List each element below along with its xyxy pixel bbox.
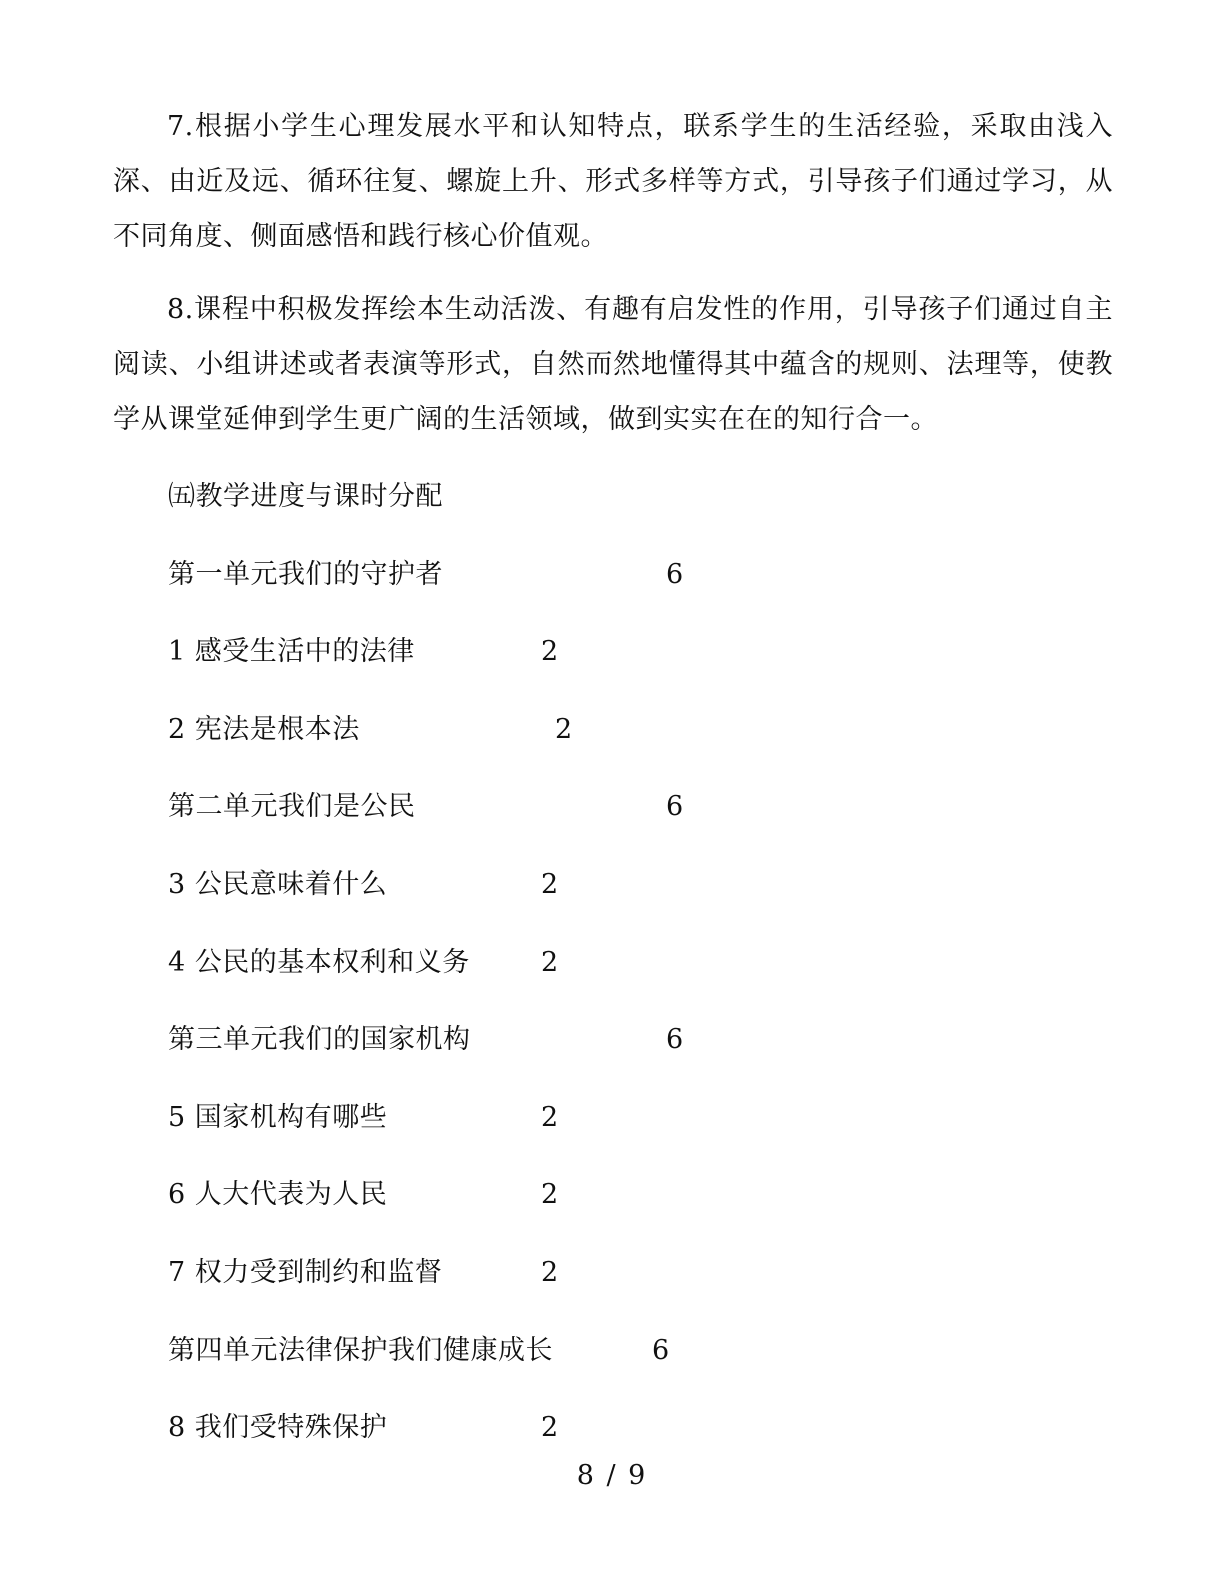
- section-heading: ㈤教学进度与课时分配: [168, 481, 443, 512]
- schedule-lesson-hours: 2: [555, 714, 573, 745]
- schedule-lesson-label: 7 权力受到制约和监督: [168, 1257, 443, 1288]
- schedule-unit-hours: 6: [666, 559, 684, 590]
- schedule-unit-hours: 6: [652, 1335, 670, 1366]
- schedule-lesson-label: 1 感受生活中的法律: [168, 636, 415, 667]
- schedule-lesson-label: 5 国家机构有哪些: [168, 1102, 388, 1133]
- schedule-unit-hours: 6: [666, 1024, 684, 1055]
- schedule-lesson-label: 3 公民意味着什么: [168, 869, 388, 900]
- schedule-lesson-label: 4 公民的基本权利和义务: [168, 947, 470, 978]
- schedule-lesson-hours: 2: [541, 1179, 559, 1210]
- schedule-lesson-hours: 2: [541, 1412, 559, 1443]
- schedule-unit-label: 第一单元我们的守护者: [168, 559, 443, 590]
- paragraph-7: 7.根据小学生心理发展水平和认知特点，联系学生的生活经验，采取由浅入深、由近及远、循环往复、螺旋上升、形式多样等方式，引导孩子们通过学习，从不同角度、侧面感悟和践行核心价值观。: [113, 111, 1113, 252]
- schedule-lesson-hours: 2: [541, 636, 559, 667]
- schedule-lesson-hours: 2: [541, 1257, 559, 1288]
- schedule-lesson-hours: 2: [541, 947, 559, 978]
- schedule-lesson-label: 8 我们受特殊保护: [168, 1412, 388, 1443]
- schedule-lesson-label: 2 宪法是根本法: [168, 714, 360, 745]
- page-number: 8 / 9: [576, 1460, 648, 1491]
- schedule-unit-label: 第四单元法律保护我们健康成长: [168, 1335, 553, 1366]
- paragraph-8: 8.课程中积极发挥绘本生动活泼、有趣有启发性的作用，引导孩子们通过自主阅读、小组讲述或者表演等形式，自然而然地懂得其中蕴含的规则、法理等，使教学从课堂延伸到学生更广阔的生活领域，做到实实在在的知行合一。: [113, 294, 1113, 435]
- schedule-unit-hours: 6: [666, 791, 684, 822]
- schedule-lesson-label: 6 人大代表为人民: [168, 1179, 388, 1210]
- schedule-lesson-hours: 2: [541, 1102, 559, 1133]
- schedule-unit-label: 第三单元我们的国家机构: [168, 1024, 471, 1055]
- schedule-lesson-hours: 2: [541, 869, 559, 900]
- schedule-unit-label: 第二单元我们是公民: [168, 791, 416, 822]
